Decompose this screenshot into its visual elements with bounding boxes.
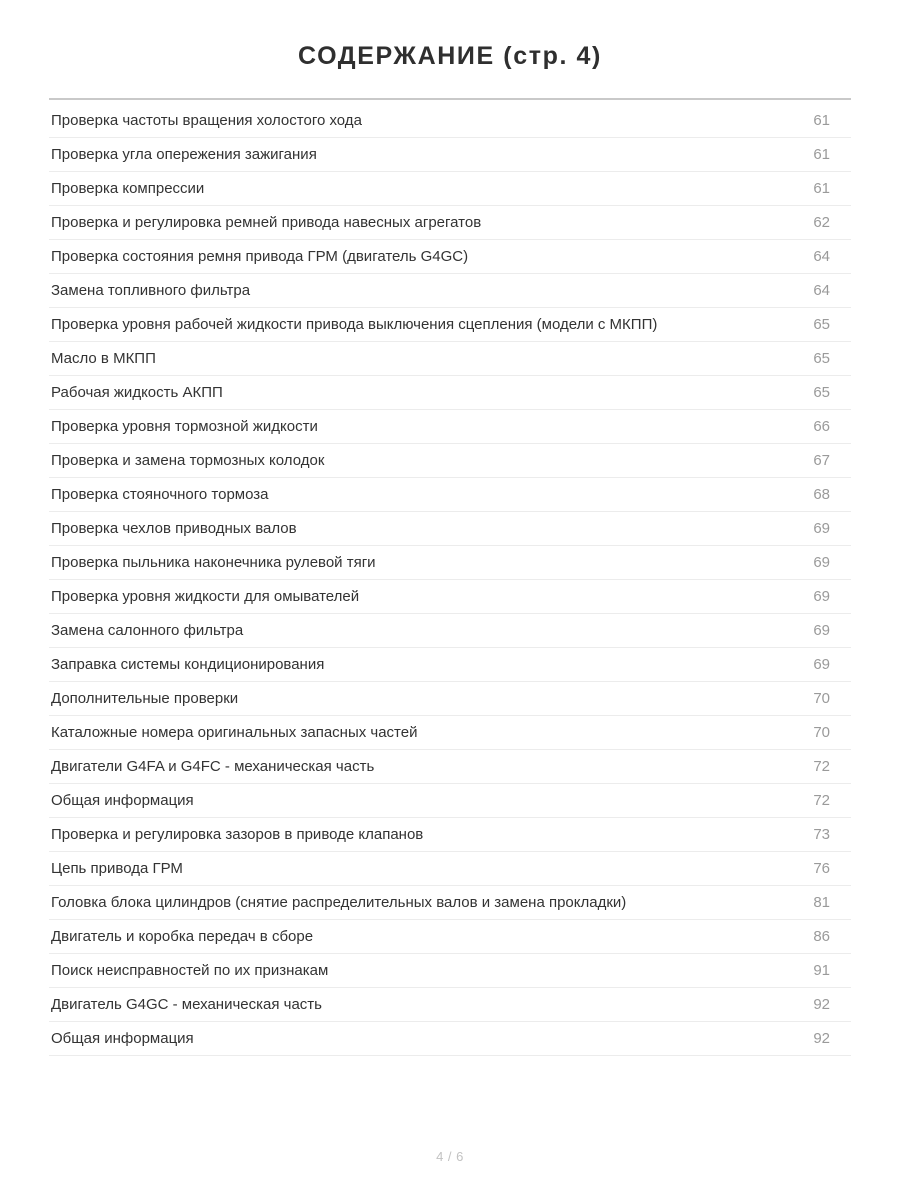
toc-entry[interactable] — [49, 342, 851, 376]
toc-entry-page-number: 69 — [813, 553, 830, 571]
toc-entry[interactable] — [49, 240, 851, 274]
toc-entry[interactable] — [49, 750, 851, 784]
toc-entry-page-number: 76 — [813, 859, 830, 877]
toc-entry-label: Масло в МКПП — [51, 349, 156, 367]
toc-entry-label: Головка блока цилиндров (снятие распределительных валов и замена прокладки) — [51, 893, 627, 911]
toc-entry-label: Цепь привода ГРМ — [51, 859, 183, 877]
toc-entry-page-number: 70 — [813, 689, 830, 707]
toc-entry-page-number: 64 — [813, 247, 830, 265]
toc-entry-label: Общая информация — [51, 1029, 194, 1047]
toc-entry-page-number: 65 — [813, 315, 830, 333]
toc-entry-page-number: 62 — [813, 213, 830, 231]
toc-entry-label: Проверка компрессии — [51, 179, 205, 197]
toc-entry-page-number: 61 — [813, 179, 830, 197]
toc-entry-label: Проверка чехлов приводных валов — [51, 519, 297, 537]
toc-entry-label: Поиск неисправностей по их признакам — [51, 961, 329, 979]
toc-entry-label: Проверка стояночного тормоза — [51, 485, 269, 503]
toc-entry-page-number: 67 — [813, 451, 830, 469]
toc-entry-label: Проверка уровня тормозной жидкости — [51, 417, 318, 435]
toc-entry-page-number: 92 — [813, 1029, 830, 1047]
toc-entry[interactable] — [49, 580, 851, 614]
toc-entry-page-number: 66 — [813, 417, 830, 435]
toc-entry-label: Двигатели G4FA и G4FC - механическая часть — [51, 757, 375, 775]
toc-entry-label: Проверка и регулировка зазоров в приводе клапанов — [51, 825, 424, 843]
toc-entry[interactable] — [49, 274, 851, 308]
toc-entry[interactable] — [49, 138, 851, 172]
toc-entry-page-number: 92 — [813, 995, 830, 1013]
toc-entry[interactable] — [49, 682, 851, 716]
toc-entry[interactable] — [49, 954, 851, 988]
toc-entry-page-number: 69 — [813, 587, 830, 605]
toc-entry-page-number: 64 — [813, 281, 830, 299]
toc-entry[interactable] — [49, 172, 851, 206]
toc-entry-page-number: 69 — [813, 519, 830, 537]
toc-entry-label: Проверка и замена тормозных колодок — [51, 451, 325, 469]
toc-entry-page-number: 61 — [813, 111, 830, 129]
toc-entry[interactable] — [49, 410, 851, 444]
toc-entry-label: Проверка угла опережения зажигания — [51, 145, 317, 163]
toc-entry-page-number: 72 — [813, 791, 830, 809]
toc-entry-page-number: 72 — [813, 757, 830, 775]
toc-entry-label: Двигатель G4GC - механическая часть — [51, 995, 322, 1013]
toc-entry-label: Двигатель и коробка передач в сборе — [51, 927, 314, 945]
toc-entry[interactable] — [49, 206, 851, 240]
toc-entry-page-number: 81 — [813, 893, 830, 911]
toc-entry[interactable] — [49, 648, 851, 682]
toc-entry-list — [49, 100, 851, 1056]
toc-entry-page-number: 61 — [813, 145, 830, 163]
toc-entry[interactable] — [49, 716, 851, 750]
toc-entry[interactable] — [49, 886, 851, 920]
toc-entry[interactable] — [49, 818, 851, 852]
toc-entry-page-number: 68 — [813, 485, 830, 503]
toc-entry[interactable] — [49, 104, 851, 138]
toc-entry[interactable] — [49, 614, 851, 648]
toc-entry-page-number: 69 — [813, 655, 830, 673]
toc-entry-page-number: 69 — [813, 621, 830, 639]
toc-entry-page-number: 65 — [813, 349, 830, 367]
toc-entry[interactable] — [49, 988, 851, 1022]
toc-entry[interactable] — [49, 444, 851, 478]
toc-entry-page-number: 91 — [813, 961, 830, 979]
toc-entry[interactable] — [49, 920, 851, 954]
toc-entry-label: Дополнительные проверки — [51, 689, 239, 707]
toc-entry-label: Проверка пыльника наконечника рулевой тяги — [51, 553, 376, 571]
toc-entry[interactable] — [49, 478, 851, 512]
toc-entry-label: Проверка состояния ремня привода ГРМ (двигатель G4GC) — [51, 247, 469, 265]
toc-entry-label: Каталожные номера оригинальных запасных частей — [51, 723, 418, 741]
toc-entry[interactable] — [49, 376, 851, 410]
page-title: СОДЕРЖАНИЕ (стр. 4) — [298, 42, 602, 70]
toc-entry-page-number: 86 — [813, 927, 830, 945]
toc-entry[interactable] — [49, 546, 851, 580]
toc-entry-label: Рабочая жидкость АКПП — [51, 383, 223, 401]
toc-entry-label: Общая информация — [51, 791, 194, 809]
toc-entry[interactable] — [49, 852, 851, 886]
toc-entry-page-number: 70 — [813, 723, 830, 741]
footer-page-indicator: 4 / 6 — [436, 1149, 464, 1164]
toc-entry-label: Проверка уровня жидкости для омывателей — [51, 587, 360, 605]
toc-entry[interactable] — [49, 512, 851, 546]
toc-entry-label: Заправка системы кондиционирования — [51, 655, 325, 673]
toc-entry-label: Замена топливного фильтра — [51, 281, 251, 299]
toc-entry-label: Проверка частоты вращения холостого хода — [51, 111, 362, 129]
toc-entry-page-number: 65 — [813, 383, 830, 401]
toc-entry-label: Проверка и регулировка ремней привода навесных агрегатов — [51, 213, 482, 231]
toc-entry[interactable] — [49, 784, 851, 818]
toc-entry[interactable] — [49, 308, 851, 342]
toc-entry-label: Замена салонного фильтра — [51, 621, 244, 639]
toc-entry-label: Проверка уровня рабочей жидкости привода выключения сцепления (модели с МКПП) — [51, 315, 658, 333]
toc-entry-page-number: 73 — [813, 825, 830, 843]
toc-entry[interactable] — [49, 1022, 851, 1056]
